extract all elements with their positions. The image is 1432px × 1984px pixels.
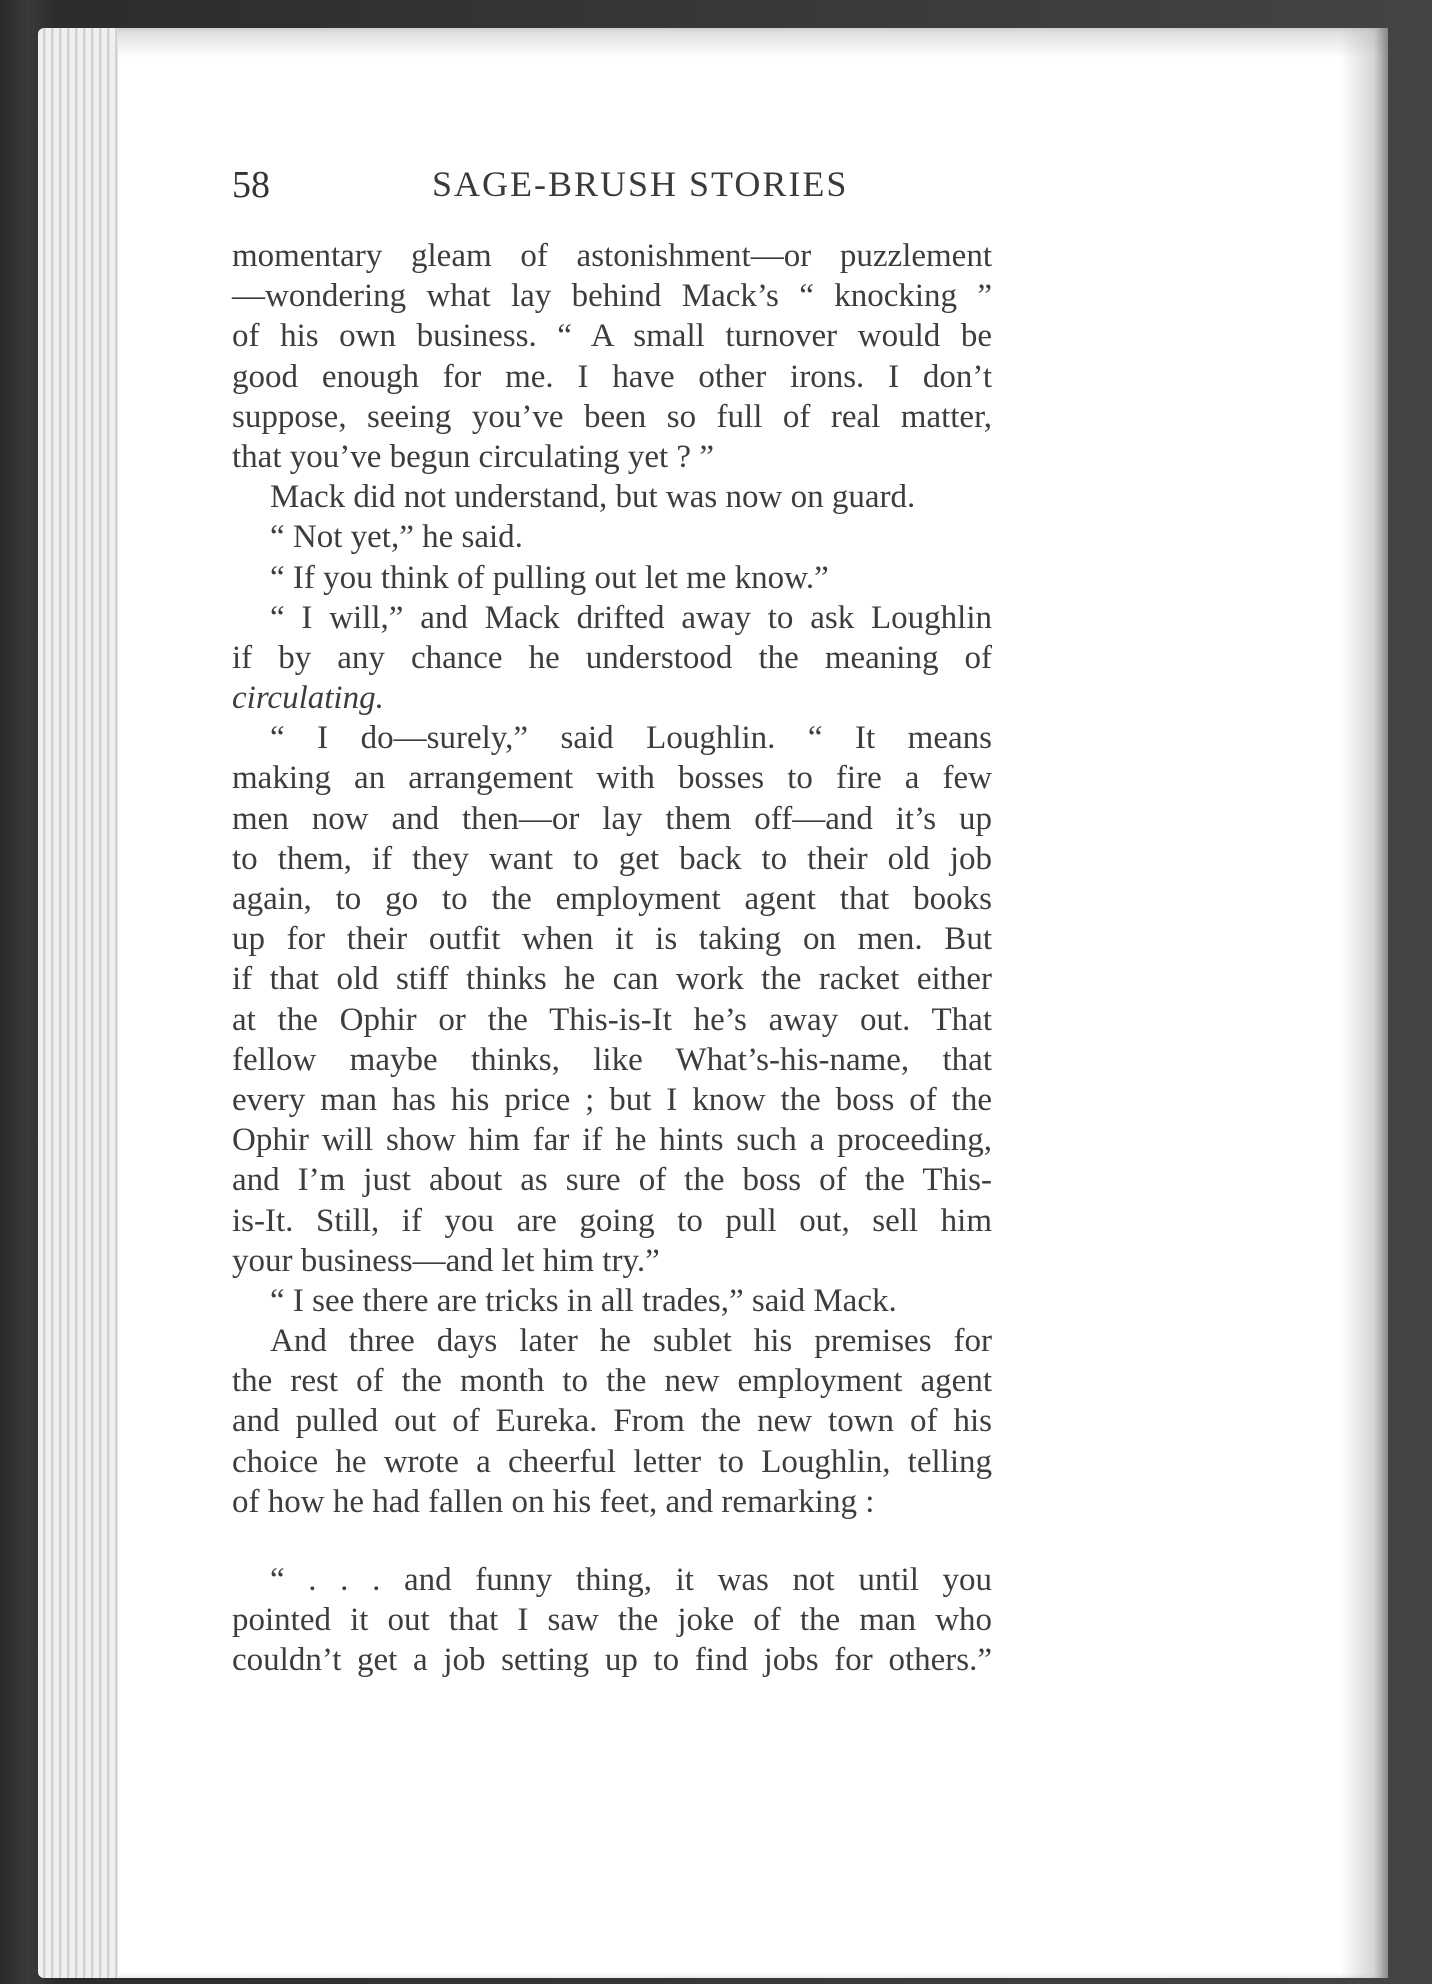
- text-line: couldn’t get a job setting up to find jobs for others.”: [232, 1642, 992, 1679]
- text-line: And three days later he sublet his premises for: [270, 1323, 992, 1360]
- page-top-shadow: [118, 28, 1388, 58]
- text-line: and I’m just about as sure of the boss of the This-: [232, 1162, 992, 1199]
- text-line: making an arrangement with bosses to fire a few: [232, 760, 992, 797]
- text-line: “ I see there are tricks in all trades,” said Mack.: [270, 1282, 897, 1319]
- text-line: “ If you think of pulling out let me know.”: [270, 559, 829, 596]
- text-line: choice he wrote a cheerful letter to Loughlin, telling: [232, 1443, 992, 1480]
- page-header: [232, 163, 1032, 213]
- running-head: SAGE-BRUSH STORIES: [432, 164, 849, 204]
- text-line: circulating.: [232, 680, 384, 717]
- text-line: and pulled out of Eureka. From the new town of his: [232, 1403, 992, 1440]
- text-line: of his own business. “ A small turnover would be: [232, 318, 992, 355]
- text-line: Ophir will show him far if he hints such a proceeding,: [232, 1122, 992, 1159]
- page-gutter-shadow: [1340, 28, 1388, 1978]
- text-line: “ I do—surely,” said Loughlin. “ It means: [270, 720, 992, 757]
- text-line: pointed it out that I saw the joke of the man who: [232, 1602, 992, 1639]
- text-line: —wondering what lay behind Mack’s “ knocking ”: [232, 278, 992, 315]
- text-line: men now and then—or lay them off—and it’s up: [232, 800, 992, 837]
- text-line: your business—and let him try.”: [232, 1242, 660, 1279]
- text-line: to them, if they want to get back to their old job: [232, 840, 992, 877]
- quoted-letter-block: [232, 1560, 992, 1681]
- text-line: the rest of the month to the new employment agent: [232, 1363, 992, 1400]
- text-line: at the Ophir or the This-is-It he’s away out. That: [232, 1001, 992, 1038]
- page-body: [232, 236, 992, 1681]
- page-number: 58: [232, 164, 270, 206]
- text-line: that you’ve begun circulating yet ? ”: [232, 438, 714, 475]
- paragraph-gap: [232, 1522, 992, 1560]
- text-line: of how he had fallen on his feet, and remarking :: [232, 1483, 875, 1520]
- text-line: fellow maybe thinks, like What’s-his-name, that: [232, 1041, 992, 1078]
- text-line: if by any chance he understood the meaning of: [232, 639, 992, 676]
- main-text-block: [232, 236, 992, 1522]
- text-line: good enough for me. I have other irons. I don’t: [232, 358, 992, 395]
- text-line: is-It. Still, if you are going to pull out, sell him: [232, 1202, 992, 1239]
- text-line: “ Not yet,” he said.: [270, 519, 523, 556]
- text-line: suppose, seeing you’ve been so full of real matter,: [232, 398, 992, 435]
- text-line: every man has his price ; but I know the boss of the: [232, 1081, 992, 1118]
- text-line: “ . . . and funny thing, it was not until you: [270, 1562, 992, 1598]
- text-line: up for their outfit when it is taking on men. But: [232, 921, 992, 958]
- text-line: “ I will,” and Mack drifted away to ask Loughlin: [270, 599, 992, 636]
- text-line: momentary gleam of astonishment—or puzzlement: [232, 238, 992, 274]
- text-line: if that old stiff thinks he can work the racket either: [232, 961, 992, 998]
- text-line: again, to go to the employment agent that books: [232, 881, 992, 917]
- text-line: Mack did not understand, but was now on guard.: [270, 479, 916, 516]
